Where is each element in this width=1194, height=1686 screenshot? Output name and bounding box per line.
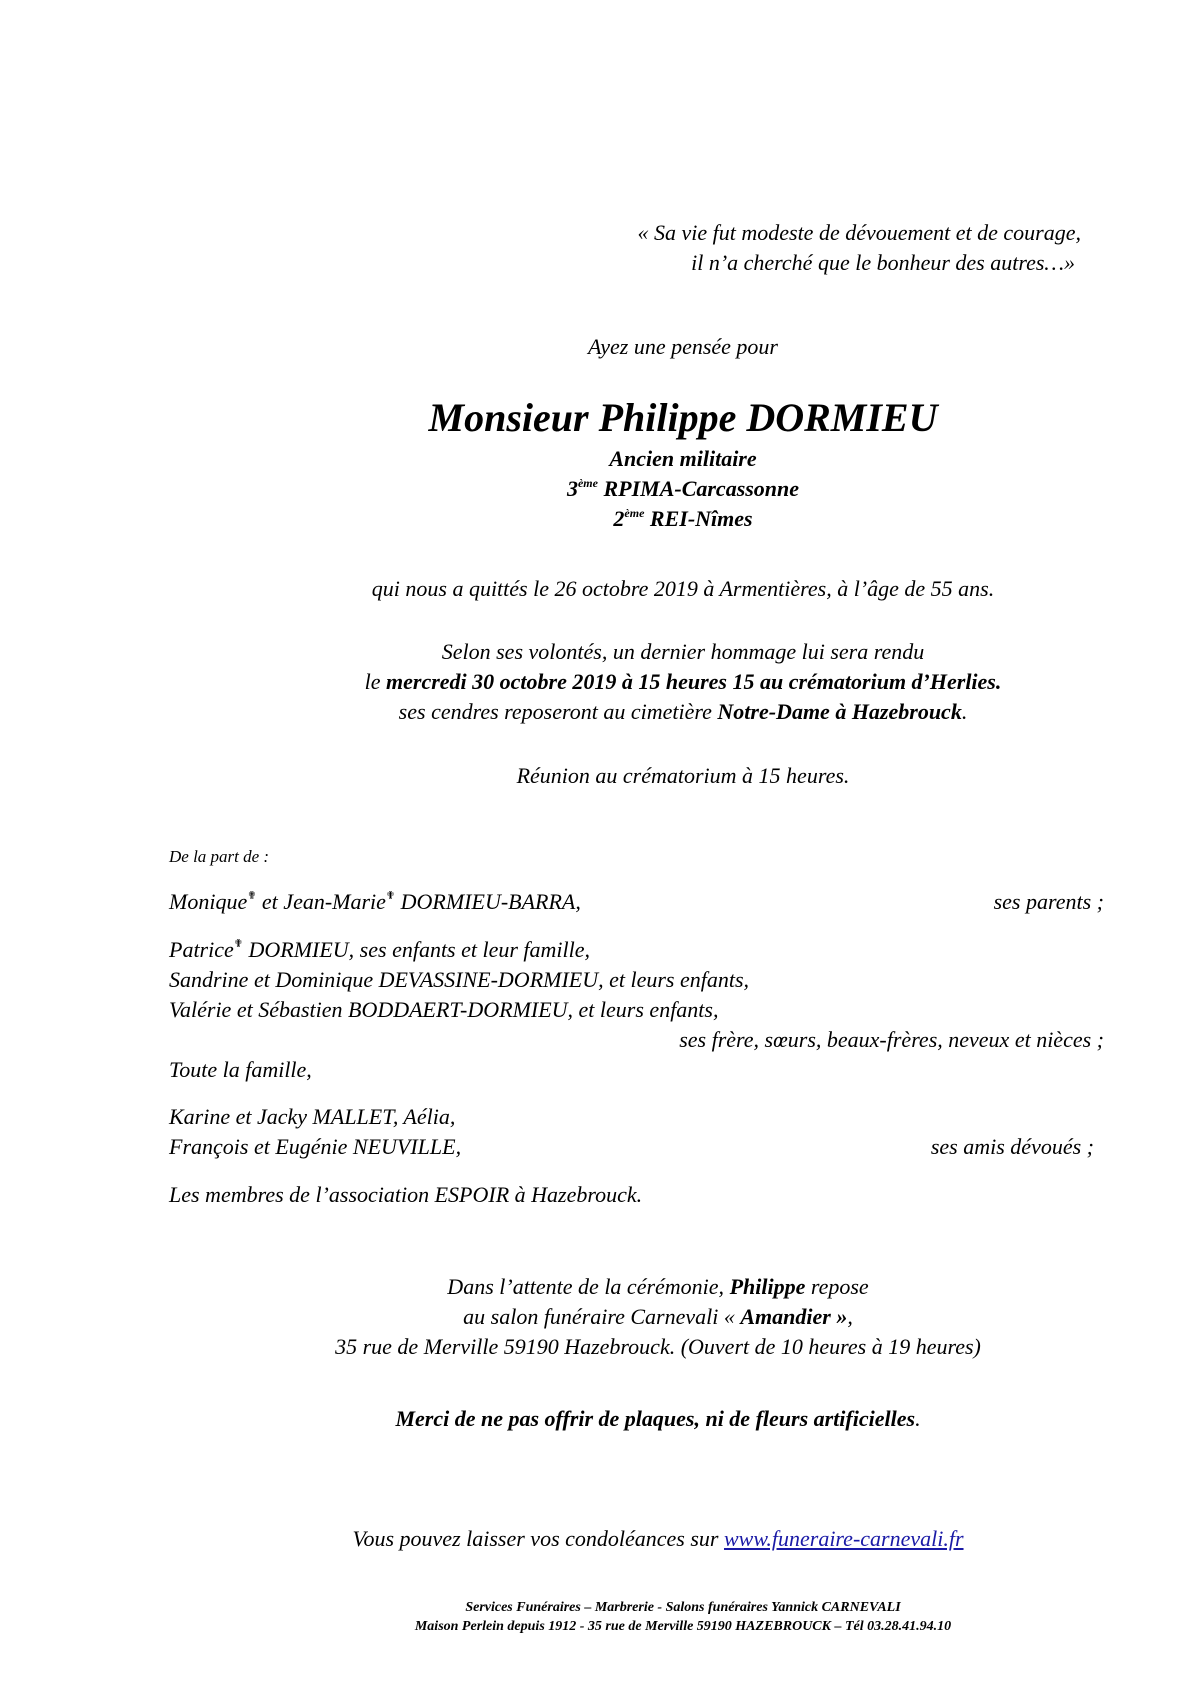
footer-line-1: Services Funéraires – Marbrerie - Salons funéraires Yannick CARNEVALI	[465, 1600, 901, 1615]
footer-line-2: Maison Perlein depuis 1912 - 35 rue de Merville 59190 HAZEBROUCK – Tél 03.28.41.94.10	[414, 1619, 952, 1634]
epigraph-line-1: « Sa vie fut modeste de dévouement et de courage,	[637, 220, 1081, 245]
epigraph-line-2: il n’a cherché que le bonheur des autres…»	[691, 250, 1075, 275]
friends-role: ses amis dévoués ;	[930, 1134, 1094, 1159]
unit-line-1: 3ème RPIMA-Carcassonne	[566, 476, 800, 501]
death-notice: qui nous a quittés le 26 octobre 2019 à Armentières, à l’âge de 55 ans.	[371, 576, 995, 601]
friend-line-1: Karine et Jacky MALLET, Aélia,	[169, 1104, 456, 1129]
condolences-link[interactable]: www.funeraire-carnevali.fr	[723, 1526, 964, 1551]
cross-icon: ✟	[233, 938, 243, 950]
intro-text: Ayez une pensée pour	[588, 334, 778, 359]
rest-line-3: 35 rue de Merville 59190 Hazebrouck. (Ouvert de 10 heures à 19 heures)	[335, 1334, 981, 1359]
rest-line-1: Dans l’attente de la cérémonie, Philippe repose	[447, 1274, 869, 1299]
friend-line-2: François et Eugénie NEUVILLE,	[169, 1134, 462, 1159]
association-line: Les membres de l’association ESPOIR à Hazebrouck.	[169, 1182, 643, 1207]
flowers-request: Merci de ne pas offrir de plaques, ni de fleurs artificielles.	[395, 1406, 921, 1431]
ceremony-line-3: ses cendres reposeront au cimetière Notre-Dame à Hazebrouck.	[398, 699, 968, 724]
parents-line: Monique✟ et Jean-Marie✟ DORMIEU-BARRA,	[169, 889, 581, 914]
unit-line-2: 2ème REI-Nîmes	[613, 506, 753, 531]
ceremony-line-1: Selon ses volontés, un dernier hommage lui sera rendu	[441, 639, 925, 664]
ceremony-line-2: le mercredi 30 octobre 2019 à 15 heures 15 au crématorium d’Herlies.	[364, 669, 1002, 694]
all-family: Toute la famille,	[169, 1057, 312, 1082]
condolences-line: Vous pouvez laisser vos condoléances sur www.funeraire-carnevali.fr	[352, 1526, 964, 1551]
sibling-line-2: Sandrine et Dominique DEVASSINE-DORMIEU, et leurs enfants,	[169, 967, 750, 992]
rest-line-2: au salon funéraire Carnevali « Amandier »,	[463, 1304, 853, 1329]
meeting-notice: Réunion au crématorium à 15 heures.	[516, 763, 850, 788]
parents-role: ses parents ;	[993, 889, 1104, 914]
cross-icon: ✟	[385, 890, 396, 902]
from-label: De la part de :	[169, 847, 270, 866]
cross-icon: ✟	[247, 890, 257, 902]
sibling-line-1: Patrice✟ DORMIEU, ses enfants et leur famille,	[169, 937, 591, 962]
siblings-role: ses frère, sœurs, beaux-frères, neveux et nièces ;	[679, 1027, 1104, 1052]
deceased-name: Monsieur Philippe DORMIEU	[428, 395, 938, 440]
role-title: Ancien militaire	[609, 446, 757, 471]
sibling-line-3: Valérie et Sébastien BODDAERT-DORMIEU, et leurs enfants,	[169, 997, 719, 1022]
